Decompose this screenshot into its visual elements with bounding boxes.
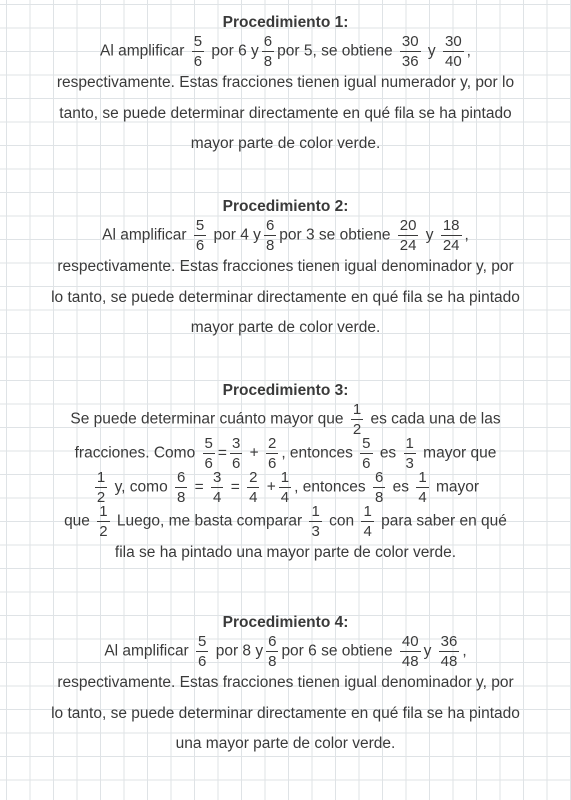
text: = (217, 444, 227, 462)
fraction: $\frac{1}{4}$ (363, 503, 372, 540)
text: es (392, 478, 410, 496)
procedure-4 (0, 612, 571, 760)
fraction: $\frac{1}{4}$ (280, 469, 290, 506)
text: y (425, 226, 434, 244)
text: es (379, 444, 397, 462)
fraction: $\frac{2}{4}$ (249, 469, 258, 506)
text: por 6 se obtiene (281, 642, 393, 660)
text: es cada una de las (370, 410, 501, 428)
fraction: $\frac{6}{8}$ (265, 217, 275, 254)
text: que (64, 512, 90, 530)
procedure-1-title: Procedimiento 1: (222, 14, 349, 31)
fraction: $\frac{5}{6}$ (193, 33, 203, 70)
text: y (427, 42, 436, 60)
text: , entonces (294, 478, 366, 496)
text: fracciones. Como (74, 444, 196, 462)
text: , (462, 642, 467, 660)
fraction: $\frac{5}{6}$ (195, 217, 205, 254)
procedure-1-line-4: mayor parte de color verde. (190, 135, 381, 152)
text: , entonces (281, 444, 353, 462)
procedure-4-line-4: una mayor parte de color verde. (175, 735, 396, 752)
fraction: $\frac{30}{36}$ (401, 33, 419, 70)
text: por 3 se obtiene (279, 226, 391, 244)
text: , (464, 226, 469, 244)
fraction: $\frac{1}{2}$ (96, 469, 106, 506)
text: + (266, 478, 276, 496)
procedure-4-line-1 (0, 634, 571, 668)
fraction: $\frac{1}{3}$ (405, 435, 414, 472)
procedure-3-line-4 (0, 504, 571, 538)
text: + (249, 444, 259, 462)
procedure-1 (0, 12, 571, 160)
fraction: $\frac{6}{8}$ (374, 469, 384, 506)
procedure-2-title: Procedimiento 2: (222, 198, 349, 215)
fraction: $\frac{3}{4}$ (213, 469, 222, 506)
text: = (194, 478, 204, 496)
procedure-2 (0, 196, 571, 344)
fraction: $\frac{1}{3}$ (311, 503, 320, 540)
text: con (329, 512, 355, 530)
fraction: $\frac{3}{6}$ (231, 435, 241, 472)
text: Al amplificar (102, 226, 187, 244)
text: mayor (435, 478, 480, 496)
fraction: $\frac{18}{24}$ (442, 217, 460, 254)
text: y, como (114, 478, 168, 496)
procedure-3 (0, 380, 571, 569)
procedure-4-line-2: respectivamente. Estas fracciones tienen igual denominador y, por (57, 674, 514, 691)
procedure-1-line-3: tanto, se puede determinar directamente en qué fila se ha pintado (59, 104, 512, 122)
text: mayor que (423, 444, 497, 462)
fraction: $\frac{1}{4}$ (418, 469, 427, 506)
fraction: $\frac{36}{48}$ (440, 633, 458, 670)
text: por 8 y (215, 642, 264, 660)
fraction: $\frac{6}{8}$ (177, 469, 186, 506)
fraction: $\frac{30}{40}$ (444, 33, 462, 70)
procedure-2-line-3: lo tanto, se puede determinar directamente en qué fila se ha pintado (51, 288, 520, 306)
fraction: $\frac{40}{48}$ (401, 633, 419, 670)
text: Luego, me basta comparar (116, 512, 303, 530)
text: por 5, se obtiene (277, 42, 393, 60)
procedure-2-line-4: mayor parte de color verde. (190, 319, 381, 336)
procedure-4-title: Procedimiento 4: (222, 614, 349, 631)
procedure-2-line-2: respectivamente. Estas fracciones tienen igual denominador y, por (57, 258, 514, 275)
text: = (230, 478, 240, 496)
fraction: $\frac{2}{6}$ (267, 435, 277, 472)
text: y (423, 642, 432, 660)
procedure-1-line-2: respectivamente. Estas fracciones tienen igual numerador y, por lo (56, 74, 515, 91)
procedure-3-line-3 (0, 470, 571, 504)
text: por 4 y (213, 226, 261, 244)
text: para saber en qué (381, 512, 507, 530)
fraction: $\frac{5}{6}$ (362, 435, 371, 472)
fraction: $\frac{5}{6}$ (204, 435, 213, 472)
procedure-3-line-1 (0, 402, 571, 436)
text: , (466, 42, 471, 60)
fraction: $\frac{6}{8}$ (263, 33, 273, 70)
text: Al amplificar (100, 42, 185, 60)
fraction: $\frac{1}{2}$ (352, 401, 362, 438)
text: Se puede determinar cuánto mayor que (70, 410, 344, 428)
procedure-2-line-1 (0, 218, 571, 252)
procedure-3-line-2 (0, 436, 571, 470)
text: Al amplificar (104, 642, 189, 660)
procedure-1-line-1 (0, 34, 571, 68)
fraction: $\frac{20}{24}$ (399, 217, 417, 254)
fraction: $\frac{1}{2}$ (99, 503, 108, 540)
procedure-3-line-5: fila se ha pintado una mayor parte de color verde. (114, 544, 457, 561)
procedure-3-title: Procedimiento 3: (222, 382, 349, 399)
procedure-4-line-3: lo tanto, se puede determinar directamente en qué fila se ha pintado (51, 704, 520, 722)
text: por 6 y (211, 42, 259, 60)
fraction: $\frac{6}{8}$ (268, 633, 277, 670)
fraction: $\frac{5}{6}$ (198, 633, 207, 670)
